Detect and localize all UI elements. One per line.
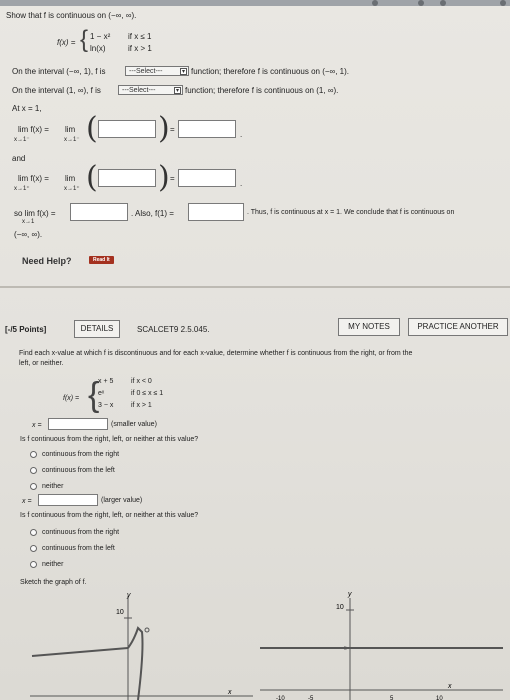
graph1-curve: [128, 628, 143, 700]
q1-interval1-prefix: On the interval (−∞, 1), f is: [12, 67, 106, 76]
graph1-ylabel: y: [127, 592, 131, 599]
radio-right-2[interactable]: [30, 529, 37, 536]
graph1-open-point: [145, 628, 149, 632]
option-right-2: continuous from the right: [42, 529, 120, 536]
q1-lim-right-2: lim: [65, 174, 76, 183]
q1-piece1-cond: if x ≤ 1: [128, 32, 152, 41]
q2-piece3-expr: 3 − x: [98, 402, 114, 409]
q2-piece1-cond: if x < 0: [131, 378, 152, 385]
q2-brace: {: [88, 376, 100, 414]
lim-left-expr-input[interactable]: [98, 120, 156, 138]
graph1-segment-left: [32, 648, 128, 656]
q2-x-label-2: x =: [22, 498, 32, 505]
q1-piece2-cond: if x > 1: [128, 44, 152, 53]
lim-right-value-input[interactable]: [178, 169, 236, 187]
my-notes-button[interactable]: MY NOTES: [338, 318, 400, 336]
q2-smaller: (smaller value): [111, 421, 157, 428]
option-neither-2: neither: [42, 561, 64, 568]
interval1-select-value: ---Select---: [129, 68, 163, 75]
q2-sketch: Sketch the graph of f.: [20, 579, 87, 586]
q2-points: [-/5 Points]: [5, 325, 47, 334]
option-right-1: continuous from the right: [42, 451, 120, 458]
q1-so-lim-sub: x→1: [22, 219, 35, 225]
radio-neither-1[interactable]: [30, 483, 37, 490]
q2-prompt-line1: Find each x-value at which f is discontinuous and for each x-value, determine whether f is continuous from the right, or from the: [19, 350, 413, 357]
option-neither-1: neither: [42, 483, 64, 490]
q1-and: and: [12, 154, 26, 163]
graph2-xtick: 10: [436, 696, 443, 700]
q1-so-lim: so lim f(x) =: [14, 209, 56, 218]
q2-piece2-cond: if 0 ≤ x ≤ 1: [131, 390, 164, 397]
graph-option-2[interactable]: [258, 590, 508, 700]
left-paren: (: [86, 111, 98, 146]
period: .: [240, 130, 243, 139]
toolbar-icon: [418, 0, 424, 6]
interval2-select-value: ---Select---: [122, 87, 156, 94]
q1-interval2-suffix: function; therefore f is continuous on (1, ∞).: [185, 86, 339, 95]
graph2-point-label: 5: [344, 646, 347, 652]
radio-right-1[interactable]: [30, 451, 37, 458]
q1-lim-left-sub1: x→1⁻: [14, 137, 30, 143]
toolbar-icon: [372, 0, 378, 6]
x-smaller-input[interactable]: [48, 418, 108, 430]
browser-top-strip: [0, 0, 510, 6]
q2-piece1-expr: x + 5: [98, 378, 114, 385]
q2-func-lhs: f(x) =: [63, 395, 80, 402]
radio-neither-2[interactable]: [30, 561, 37, 568]
details-button[interactable]: DETAILS: [74, 320, 120, 338]
q2-question-2: Is f continuous from the right, left, or neither at this value?: [20, 512, 199, 519]
toolbar-icon: [500, 0, 506, 6]
left-paren: (: [86, 160, 98, 195]
q1-lim-left-1: lim f(x) =: [18, 125, 49, 134]
q2-larger: (larger value): [101, 497, 143, 504]
q2-piece2-expr: eˣ: [98, 390, 105, 397]
q1-interval1-suffix: function; therefore f is continuous on (−∞, 1).: [191, 67, 350, 76]
q2-code: SCALCET9 2.5.045.: [137, 325, 210, 334]
interval2-select[interactable]: [118, 85, 183, 95]
q1-brace: {: [80, 26, 89, 53]
practice-another-button[interactable]: PRACTICE ANOTHER: [408, 318, 508, 336]
graph2-xtick: -10: [276, 696, 285, 700]
lim-left-value-input[interactable]: [178, 120, 236, 138]
chevron-down-icon: ▾: [181, 69, 185, 75]
q1-func-lhs: f(x) =: [57, 38, 76, 47]
f1-value-input[interactable]: [188, 203, 244, 221]
option-left-1: continuous from the left: [42, 467, 115, 474]
right-paren: ): [158, 111, 170, 146]
q1-interval2-prefix: On the interval (1, ∞), f is: [12, 86, 101, 95]
chevron-down-icon: ▾: [175, 88, 179, 94]
q1-at-x: At x = 1,: [12, 104, 42, 113]
graph2-xtick: -5: [308, 696, 314, 700]
q1-equals-right: =: [170, 174, 175, 183]
q1-thus: . Thus, f is continuous at x = 1. We conclude that f is continuous on: [247, 209, 455, 216]
section-divider: [0, 286, 510, 288]
q1-piece1-expr: 1 − x²: [90, 32, 111, 41]
radio-left-2[interactable]: [30, 545, 37, 552]
need-help-label: Need Help?: [22, 256, 72, 266]
graph1-ytick: 10: [116, 609, 124, 616]
q1-lim-right-1: lim f(x) =: [18, 174, 49, 183]
lim-value-input[interactable]: [70, 203, 128, 221]
q1-piece2-expr: ln(x): [90, 44, 106, 53]
q1-lim-left-2: lim: [65, 125, 76, 134]
toolbar-icon: [440, 0, 446, 6]
read-it-button[interactable]: Read It: [89, 256, 114, 264]
graph2-xlabel: x: [448, 683, 452, 690]
interval1-select[interactable]: [125, 66, 189, 76]
q1-lim-left-sub2: x→1⁻: [64, 137, 80, 143]
q1-interval-all: (−∞, ∞).: [14, 230, 43, 239]
q1-lim-right-sub1: x→1⁺: [14, 186, 30, 192]
lim-right-expr-input[interactable]: [98, 169, 156, 187]
q1-equals-left: =: [170, 125, 175, 134]
radio-left-1[interactable]: [30, 467, 37, 474]
graph1-xlabel: x: [228, 689, 232, 696]
x-larger-input[interactable]: [38, 494, 98, 506]
q2-question-1: Is f continuous from the right, left, or neither at this value?: [20, 436, 199, 443]
q2-x-label-1: x =: [32, 422, 42, 429]
q2-prompt-line2: left, or neither.: [19, 360, 64, 367]
right-paren: ): [158, 160, 170, 195]
q1-also: . Also, f(1) =: [131, 209, 174, 218]
q2-piece3-cond: if x > 1: [131, 402, 152, 409]
option-left-2: continuous from the left: [42, 545, 115, 552]
graph-option-1[interactable]: [28, 590, 258, 700]
graph2-ytick: 10: [336, 604, 344, 611]
period: .: [240, 179, 243, 188]
q1-prompt: Show that f is continuous on (−∞, ∞).: [6, 11, 137, 20]
graph2-xtick: 5: [390, 696, 394, 700]
graph2-ylabel: y: [348, 591, 352, 598]
q1-lim-right-sub2: x→1⁺: [64, 186, 80, 192]
